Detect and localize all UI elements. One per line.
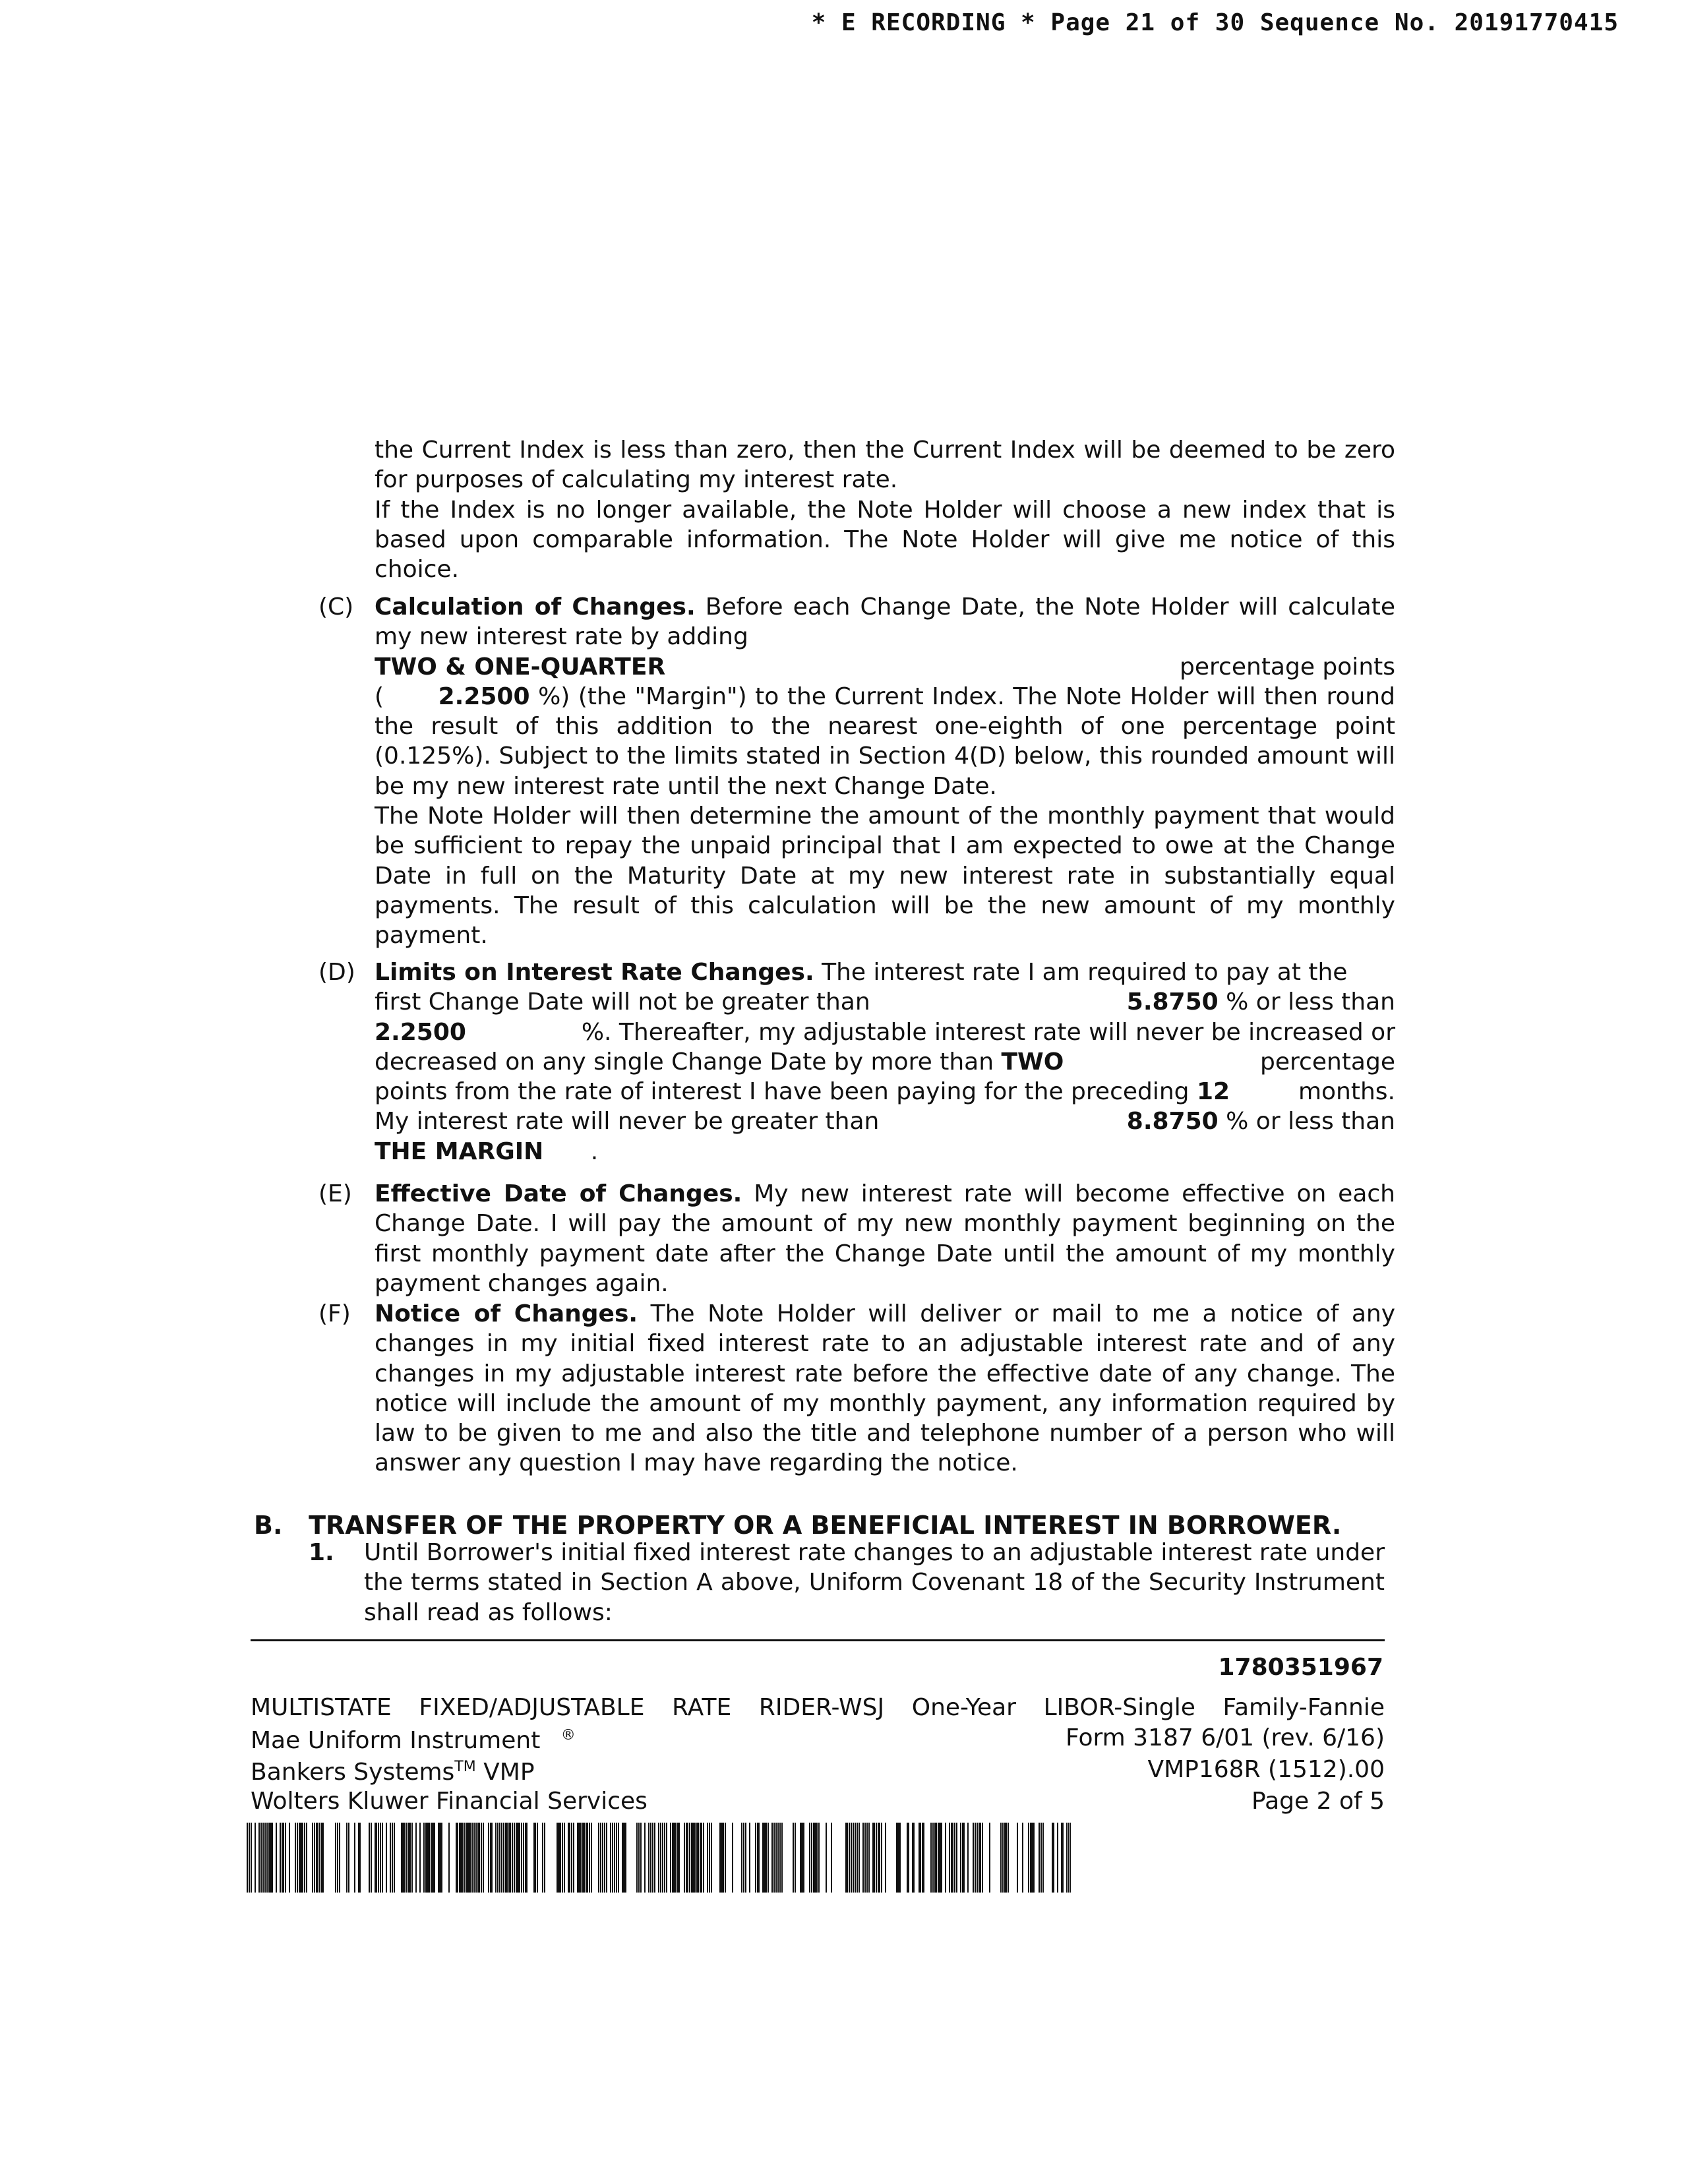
intro-paragraph-1: the Current Index is less than zero, then the Current Index will be deemed to be zero for purposes of calculating my interest rate. (375, 437, 1395, 494)
section-c-lead: Before each Change Date, the Note Holder will calculate my new interest rate by adding (375, 593, 1395, 651)
percentage-label: percentage (1260, 1048, 1395, 1076)
footer-left-line1: Mae Uniform Instrument (251, 1727, 541, 1754)
vmp-code: VMP168R (1512).00 (1147, 1756, 1385, 1783)
min-first-rate: 2.2500 (375, 1018, 466, 1046)
percentage-points-label: percentage points (1180, 653, 1395, 681)
section-e-label: (E) (318, 1180, 352, 1207)
section-d-heading: Limits on Interest Rate Changes. (375, 959, 814, 986)
floor-words: THE MARGIN (375, 1138, 544, 1165)
section-b-heading: B. TRANSFER OF THE PROPERTY OR A BENEFICIAL INTEREST IN BORROWER. (254, 1511, 1342, 1540)
lifetime-text: My interest rate will never be greater than (375, 1108, 880, 1136)
floor-period: . (590, 1138, 599, 1165)
intro-paragraph-2: If the Index is no longer available, the Note Holder will choose a new index that is based upon comparable information. The Note Holder will give me notice of this choice. (375, 496, 1395, 584)
decreased-text: decreased on any single Change Date by more than (375, 1048, 994, 1076)
section-d-lead: The interest rate I am required to pay at the (822, 959, 1348, 986)
page-number: Page 2 of 5 (1251, 1788, 1385, 1815)
barcode (247, 1823, 1071, 1893)
lifetime-max-rate: 8.8750 (1126, 1108, 1219, 1136)
thereafter-text: %. Thereafter, my adjustable interest rate will never be increased or (581, 1018, 1395, 1046)
months-value: 12 (1196, 1078, 1230, 1106)
section-f-label: (F) (318, 1300, 351, 1327)
margin-description: %) (the "Margin") to the Current Index. The Note Holder will then round the result of this addition to the nearest one-eighth of one percentage point (0.125%). Subject to the limits stated in Section 4(D) below, this rounded amount will be my new interest rate until the next Change Date. (375, 682, 1395, 800)
section-c-paragraph-2: The Note Holder will then determine the amount of the monthly payment that would be sufficient to repay the unpaid principal that I am expected to owe at the Change Date in full on the Maturity Date at my new interest rate in substantially equal payments. The result of this calculation will be the new amount of my monthly payment. (375, 803, 1395, 950)
intro-text (375, 435, 1395, 584)
vmp-label: VMP (483, 1759, 535, 1786)
or-less-than: % or less than (1226, 988, 1395, 1016)
section-f (375, 1299, 1395, 1478)
months-label: months. (1298, 1078, 1395, 1106)
section-d-label: (D) (318, 959, 355, 986)
section-d (375, 957, 1395, 1167)
first-change-text: first Change Date will not be greater than (375, 988, 870, 1016)
footer-right (1066, 1722, 1385, 1817)
section-b-item-label: 1. (309, 1539, 334, 1566)
section-b-item-text: Until Borrower's initial fixed interest rate changes to an adjustable interest rate under the terms stated in Section A above, Uniform Covenant 18 of the Security Instrument shall read as follows: (364, 1539, 1385, 1626)
section-c-label: (C) (318, 593, 354, 621)
form-number: Form 3187 6/01 (rev. 6/16) (1066, 1724, 1385, 1751)
section-c-heading: Calculation of Changes. (375, 593, 696, 621)
margin-value: 2.2500 (438, 682, 530, 710)
footer-left (251, 1722, 648, 1815)
open-paren: ( (375, 682, 384, 710)
footer-left-line2: Bankers Systems (251, 1759, 455, 1786)
section-f-heading: Notice of Changes. (375, 1300, 638, 1327)
section-e (375, 1179, 1395, 1298)
section-e-heading: Effective Date of Changes. (375, 1180, 742, 1207)
section-e-text: My new interest rate will become effective on each Change Date. I will pay the amount of my new monthly payment beginning on the first monthly payment date after the Change Date until the amount of my monthly payment changes again. (375, 1180, 1395, 1297)
max-first-rate: 5.8750 (1126, 988, 1219, 1016)
form-title: MULTISTATE FIXED/ADJUSTABLE RATE RIDER-WSJ One-Year LIBOR-Single Family-Fannie (251, 1694, 1385, 1721)
registered-mark: ® (560, 1727, 576, 1744)
points-text: points from the rate of interest I have been paying for the preceding (375, 1078, 1190, 1106)
margin-words-row (375, 652, 1395, 682)
margin-words: TWO & ONE-QUARTER (375, 653, 666, 681)
recording-header: * E RECORDING * Page 21 of 30 Sequence No. 20191770415 (811, 9, 1619, 36)
section-f-text: The Note Holder will deliver or mail to me a notice of any changes in my initial fixed interest rate to an adjustable interest rate and of any changes in my adjustable interest rate before the effective date of any change. The notice will include the amount of my monthly payment, any information required by law to be given to me and also the title and telephone number of a person who will answer any question I may have regarding the notice. (375, 1300, 1395, 1477)
footer-divider (251, 1639, 1385, 1641)
trademark-mark: TM (454, 1759, 476, 1775)
change-limit-words: TWO (1001, 1048, 1064, 1076)
lifetime-or-less: % or less than (1226, 1108, 1395, 1136)
footer-left-line3: Wolters Kluwer Financial Services (251, 1788, 648, 1815)
loan-number: 1780351967 (1218, 1654, 1383, 1681)
section-c (375, 592, 1395, 951)
